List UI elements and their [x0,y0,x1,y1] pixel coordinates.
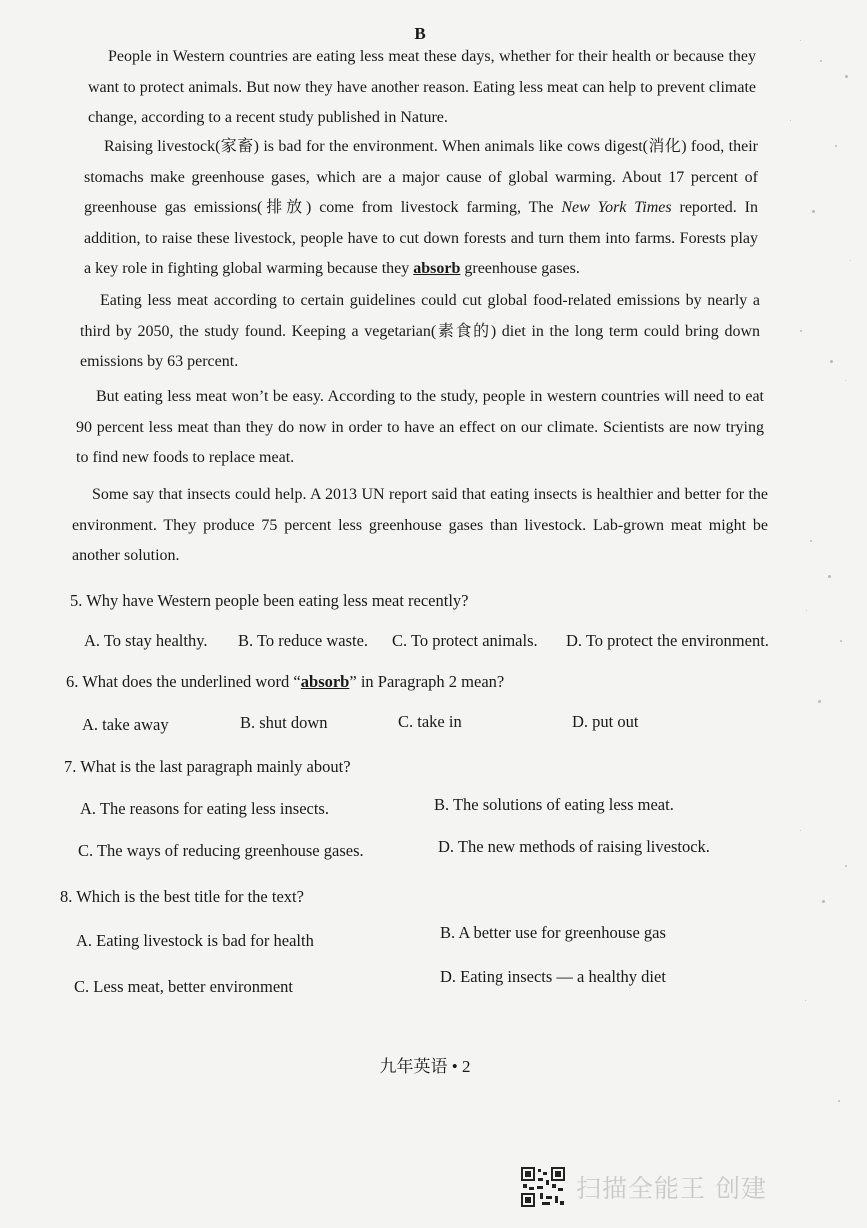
text-run: ” in Paragraph 2 mean? [349,672,505,691]
question-6-option-d: D. put out [572,712,639,731]
text-run: reported. In addition, to raise these livestock, people have to cut down forests and turn them into farms. Forests play a key role in fighting global warming because they [84,199,759,277]
scan-speck [835,145,837,147]
scan-speck [830,360,833,363]
text-run: People in Western countries are eating less meat these days, whether for their health or because they want to protect animals. But now they have another reason. Eating less meat can help to prevent climate change, according to a recent study published in Nature. [88,48,756,126]
text-run: Raising livestock(家畜) is bad for the environment. When animals like cows digest(消化) food, their stomachs make greenhouse gases, which are a major cause of global warming. About 17 percent of greenhouse gas emissions(排放) come from livestock farming, The [84,138,758,216]
scan-speck [838,1100,840,1102]
qr-code-icon [520,1166,566,1208]
scan-speck [845,865,847,867]
scan-speck [800,40,801,41]
question-6-option-c: C. take in [398,712,462,731]
question-5-option-b: B. To reduce waste. [238,631,369,650]
question-8-option-a: A. Eating livestock is bad for health [76,931,314,950]
question-5-option-c: C. To protect animals. [392,631,538,650]
italic-text: New York Times [561,199,672,216]
paragraph-5 [72,480,768,572]
scan-speck [840,640,842,642]
text-run: 6. What does the underlined word “ [66,672,301,691]
question-7-option-b: B. The solutions of eating less meat. [434,795,674,814]
scanner-watermark [520,1166,767,1208]
text-run: 7. What is the last paragraph mainly about? [64,757,351,776]
question-7-option-d: D. The new methods of raising livestock. [438,837,710,856]
question-5-stem [70,590,469,612]
page-footer: 九年英语 • 2 [379,1057,471,1076]
scan-speck [812,210,815,213]
text-run: 8. Which is the best title for the text? [60,887,304,906]
scan-speck [790,120,791,121]
text-run: greenhouse gases. [460,260,580,277]
question-8-option-b: B. A better use for greenhouse gas [440,923,666,942]
question-8-option-d: D. Eating insects — a healthy diet [440,967,666,986]
paragraph-4 [76,382,764,474]
question-7-option-a: A. The reasons for eating less insects. [80,799,329,818]
question-5-option-a: A. To stay healthy. [84,631,208,650]
question-7-stem [64,756,351,778]
scan-speck [845,380,846,381]
section-label: B [414,24,426,43]
scan-speck [822,900,825,903]
question-6-stem [66,671,504,693]
text-run: But eating less meat won’t be easy. According to the study, people in western countries will need to eat 90 percent less meat than they do now in order to have an effect on our climate. Scientists are now trying to find new foods to replace meat. [76,388,764,466]
scan-speck [850,260,851,261]
question-7-option-c: C. The ways of reducing greenhouse gases. [78,841,364,860]
text-run: Some say that insects could help. A 2013 UN report said that eating insects is healthier and better for the environment. They produce 75 percent less greenhouse gases than livestock. Lab-grown meat might be another solution. [72,486,768,564]
scan-speck [805,1000,806,1001]
scan-speck [800,830,801,831]
scan-speck [828,575,831,578]
scan-speck [800,330,802,332]
underlined-word: absorb [300,672,350,691]
text-run: 5. Why have Western people been eating less meat recently? [70,591,469,610]
question-8-option-c: C. Less meat, better environment [74,977,294,996]
question-5-option-d: D. To protect the environment. [566,631,769,650]
question-8-stem [60,886,304,908]
paragraph-1 [88,42,756,134]
paragraph-2 [84,132,758,285]
scan-speck [818,700,821,703]
question-6-option-a: A. take away [82,715,169,734]
underlined-word: absorb [413,260,461,277]
paragraph-3 [80,286,760,378]
question-6-option-b: B. shut down [240,713,328,732]
scan-speck [810,540,812,542]
scan-speck [845,75,848,78]
watermark-text: 扫描全能王 创建 [576,1174,767,1203]
scan-speck [820,60,822,62]
scan-speck [806,610,807,611]
text-run: Eating less meat according to certain guidelines could cut global food-related emissions by nearly a third by 2050, the study found. Keeping a vegetarian(素食的) diet in the long term could bring down emissions by 63 percent. [80,292,760,370]
